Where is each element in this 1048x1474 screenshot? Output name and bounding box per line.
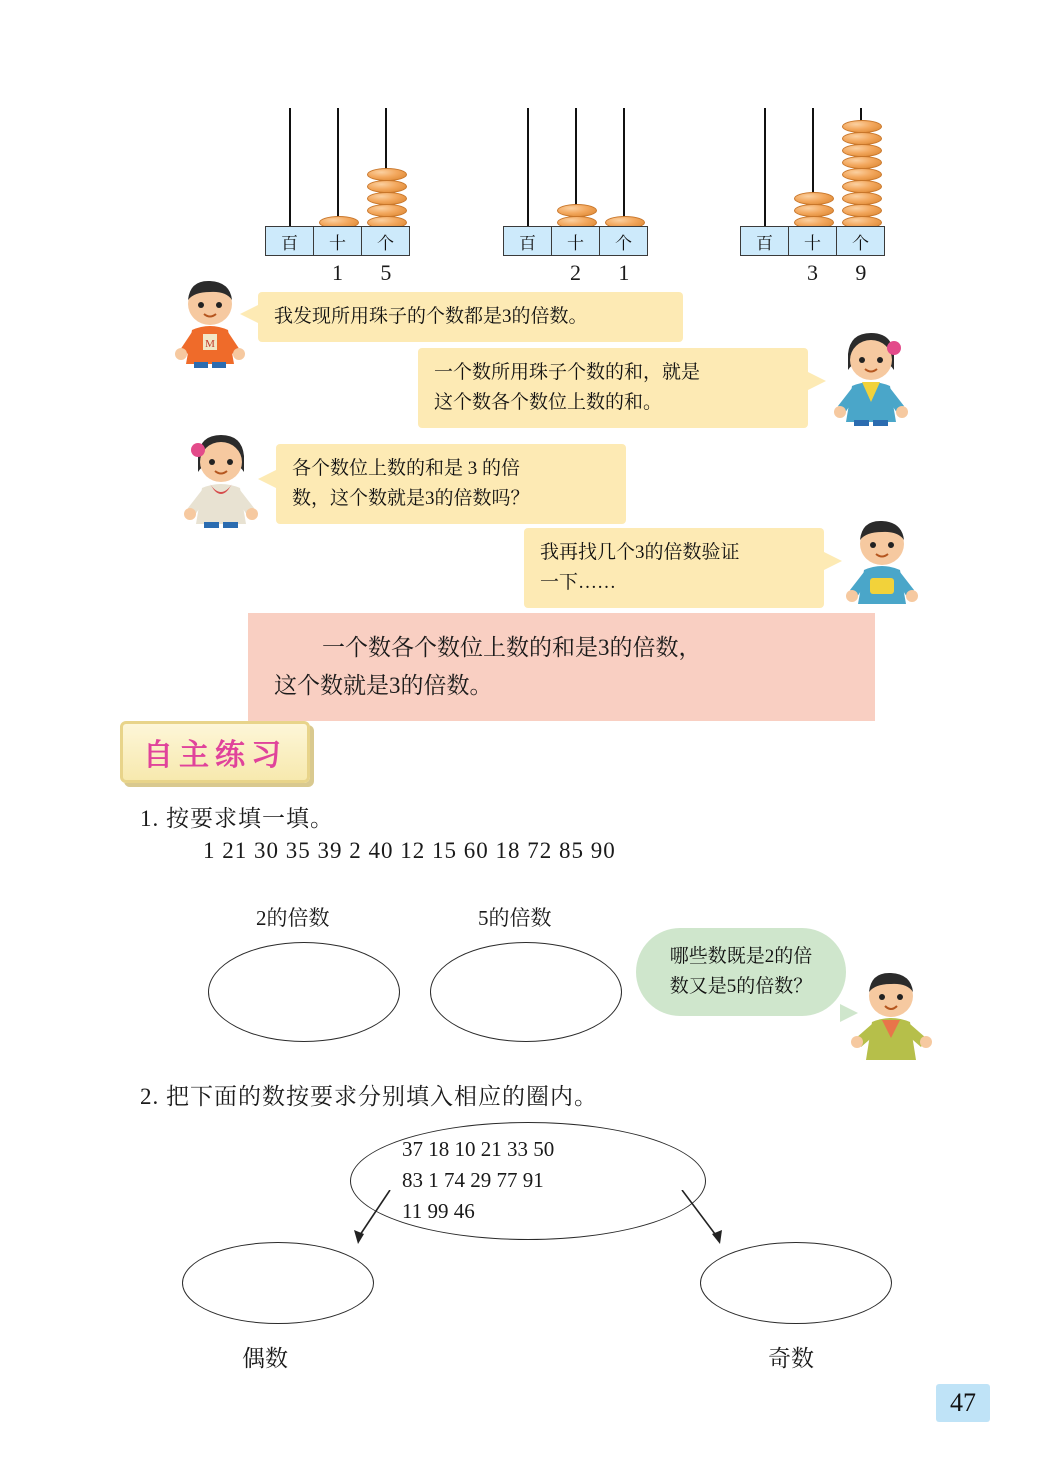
digit-hundreds [503,260,551,288]
abacus-3 [740,108,885,293]
abacus-2 [503,108,648,293]
abacus-col-ones: 个 [852,233,869,253]
digit-hundreds [265,260,313,288]
abacus-col-hundreds: 百 [504,227,552,255]
abacus-col-tens: 十 [552,227,600,255]
exercise-2-circle-odd[interactable] [700,1242,892,1324]
speech-bubble-5-line2: 数又是5的倍数？ [669,976,813,997]
conclusion-box [248,613,875,721]
speech-bubble-4 [524,528,824,608]
digit-hundreds [740,260,788,288]
exercise-1-numbers: 1 21 30 35 39 2 40 12 15 60 18 72 85 90 [203,838,616,863]
beads-tens [794,192,834,228]
speech-bubble-4-line1: 我再找几个3的倍数验证 [540,542,740,563]
speech-bubble-2-line2: 这个数各个数位上数的和。 [434,392,663,413]
beads-ones [842,120,882,228]
exercise-2-left-label: 偶数 [242,1346,288,1371]
digit-tens: 3 [806,260,818,285]
student-girl-avatar-2 [178,432,264,528]
beads-ones [367,168,407,228]
exercise-2-numbers-line3: 11 99 46 [402,1199,475,1223]
digit-ones: 5 [380,260,392,285]
exercise-2-numbers-line2: 83 1 74 29 77 91 [402,1168,544,1192]
exercise-2-circle-even[interactable] [182,1242,374,1324]
student-boy-avatar-2 [840,516,924,608]
abacus-col-ones: 个 [615,233,632,253]
beads-tens [557,204,597,228]
conclusion-line2: 这个数就是3的倍数。 [274,673,493,698]
abacus-frame [265,226,410,256]
conclusion-line1: 一个数各个数位上数的和是3的倍数， [322,635,702,660]
exercise-1-circle-multiples-of-5[interactable] [430,942,622,1042]
abacus-col-hundreds: 百 [266,227,314,255]
speech-bubble-4-line2: 一下…… [540,572,617,593]
exercise-1-circle2-label: 5的倍数 [478,906,552,930]
abacus-col-hundreds: 百 [741,227,789,255]
speech-bubble-3-line2: 数，这个数就是3的倍数吗？ [292,488,530,509]
student-boy-avatar-3 [846,968,936,1064]
abacus-frame [740,226,885,256]
abacus-rods [265,108,410,228]
abacus-rods [740,108,885,228]
exercise-2-prompt: 2. 把下面的数按要求分别填入相应的圈内。 [140,1084,598,1109]
abacus-digits [503,260,648,288]
speech-tail-3 [258,470,276,488]
speech-bubble-5 [636,928,846,1016]
speech-bubble-3-line1: 各个数位上数的和是 3 的倍 [292,458,521,479]
digit-ones: 9 [855,260,867,285]
speech-bubble-2 [418,348,808,428]
speech-bubble-5-line1: 哪些数既是2的倍 [669,946,813,967]
exercise-2-numbers-line1: 37 18 10 21 33 50 [402,1137,555,1161]
rod-hundreds [764,108,766,226]
abacus-digits [740,260,885,288]
speech-bubble-1-text: 我发现所用珠子的个数都是3的倍数。 [274,306,588,327]
digit-tens: 1 [331,260,343,285]
abacus-1 [265,108,410,293]
student-boy-avatar-1 [170,278,250,368]
page-number-badge: 47 [936,1384,990,1422]
exercise-1-circle-multiples-of-2[interactable] [208,942,400,1042]
rod-hundreds [527,108,529,226]
exercise-1-prompt: 1. 按要求填一填。 [140,806,334,831]
section-header-label: 自主练习 [143,739,287,772]
exercise-2-right-label: 奇数 [768,1346,814,1371]
abacus-frame [503,226,648,256]
abacus-col-ones: 个 [377,233,394,253]
rod-tens [337,108,339,226]
digit-ones: 1 [618,260,630,285]
student-girl-avatar-1 [828,330,914,426]
abacus-rods [503,108,648,228]
abacus-col-tens: 十 [789,227,837,255]
speech-bubble-3 [276,444,626,524]
exercise-1-circle1-label: 2的倍数 [256,906,330,930]
abacus-digits [265,260,410,288]
exercise-2-arrows [330,1190,750,1260]
rod-ones [623,108,625,226]
abacus-col-tens: 十 [314,227,362,255]
speech-tail-2 [808,372,826,390]
svg-text:M: M [205,338,215,350]
speech-tail-1 [240,305,258,323]
section-header-practice [120,721,310,783]
speech-bubble-2-line1: 一个数所用珠子个数的和，就是 [434,362,701,383]
digit-tens: 2 [569,260,581,285]
speech-bubble-1 [258,292,683,342]
rod-hundreds [289,108,291,226]
